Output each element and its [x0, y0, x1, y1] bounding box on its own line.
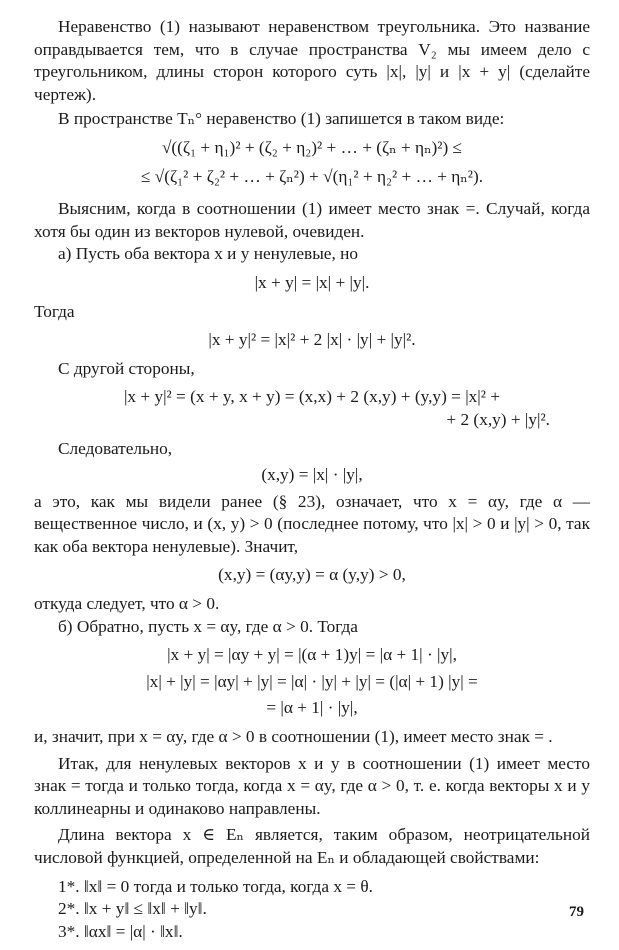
formula-alpha-positive: (x,y) = (αy,y) = α (y,y) > 0, — [218, 565, 406, 585]
formula-sum-norm: |x + y| = |x| + |y|. — [254, 272, 370, 292]
paragraph-other-side: С другой стороны, — [58, 358, 195, 378]
formula-square: |x + y|² = |x|² + 2 |x| · |y| + |y|². — [208, 330, 416, 350]
formula-case-b-1: |x + y| = |αy + y| = |(α + 1)y| = |α + 1| · |y|, — [167, 645, 457, 665]
paragraph-case-a: а) Пусть оба вектора x и y ненулевые, но — [58, 244, 359, 264]
paragraph-case-b-conclusion: и, значит, при x = αy, где α > 0 в соотношении (1), имеет место знак = . — [34, 727, 553, 747]
property-item-3: 3*. ‖αx‖ = |α| · ‖x‖. — [58, 921, 183, 941]
formula-line-2: ≤ √(ζ₁² + ζ₂² + … + ζₙ²) + √(η₁² + η₂² + … + ηₙ²). — [140, 166, 484, 186]
paragraph-triangle-inequality: Неравенство (1) называют неравенством треугольника. Это название оправдывается тем, что в случае пространства V₂ мы имеем дело с треугольником, длины сторон которого суть |x|, |y| и |x + y| (сделайте чертеж). — [34, 17, 590, 104]
formula-line-1: √((ζ₁ + η₁)² + (ζ₂ + η₂)² + … + (ζₙ + ηₙ)²) ≤ — [161, 137, 463, 157]
paragraph-vector-length: Длина вектора x ∈ Eₙ является, таким образом, неотрицательной числовой функцией, определенной на Eₙ и обладающей свойствами: — [34, 825, 590, 867]
paragraph-equality-case: Выясним, когда в соотношении (1) имеет место знак =. Случай, когда хотя бы один из векторов нулевой, очевиден. — [34, 199, 590, 241]
formula-inner-product-1: |x + y|² = (x + y, x + y) = (x,x) + 2 (x,y) + (y,y) = |x|² + — [123, 387, 501, 407]
formula-case-b-2: |x| + |y| = |αy| + |y| = |α| · |y| + |y| = (|α| + 1) |y| = — [146, 671, 478, 691]
property-item-2: 2*. ‖x + y‖ ≤ ‖x‖ + ‖y‖. — [58, 899, 207, 919]
paragraph-consequently: Следовательно, — [58, 438, 173, 458]
paragraph-alpha-conclusion: откуда следует, что α > 0. — [34, 594, 220, 614]
paragraph-section-23: а это, как мы видели ранее (§ 23), означает, что x = αy, где α — вещественное число, и (x, y) > 0 (последнее потому, что |x| > 0 и |y| > 0, так как оба вектора ненулевые). Значит, — [34, 491, 590, 556]
paragraph-case-b: б) Обратно, пусть x = αy, где α > 0. Тогда — [58, 616, 358, 636]
paragraph-summary: Итак, для ненулевых векторов x и y в соотношении (1) имеет место знак = тогда и только тогда, когда x = αy, где α > 0, т. е. когда векторы x и y коллинеарны и одинаково направлены. — [34, 753, 590, 818]
formula-inner-product-2: + 2 (x,y) + |y|². — [446, 409, 550, 429]
page-number: 79 — [569, 904, 584, 920]
paragraph-tn-space: В пространстве Tₙ° неравенство (1) запишется в таком виде: — [58, 109, 505, 129]
formula-product: (x,y) = |x| · |y|, — [261, 465, 363, 485]
property-item-1: 1*. ‖x‖ = 0 тогда и только тогда, когда x = θ. — [58, 876, 373, 896]
paragraph-then: Тогда — [34, 301, 75, 321]
page-body — [34, 16, 590, 943]
formula-case-b-3: = |α + 1| · |y|, — [266, 698, 358, 718]
